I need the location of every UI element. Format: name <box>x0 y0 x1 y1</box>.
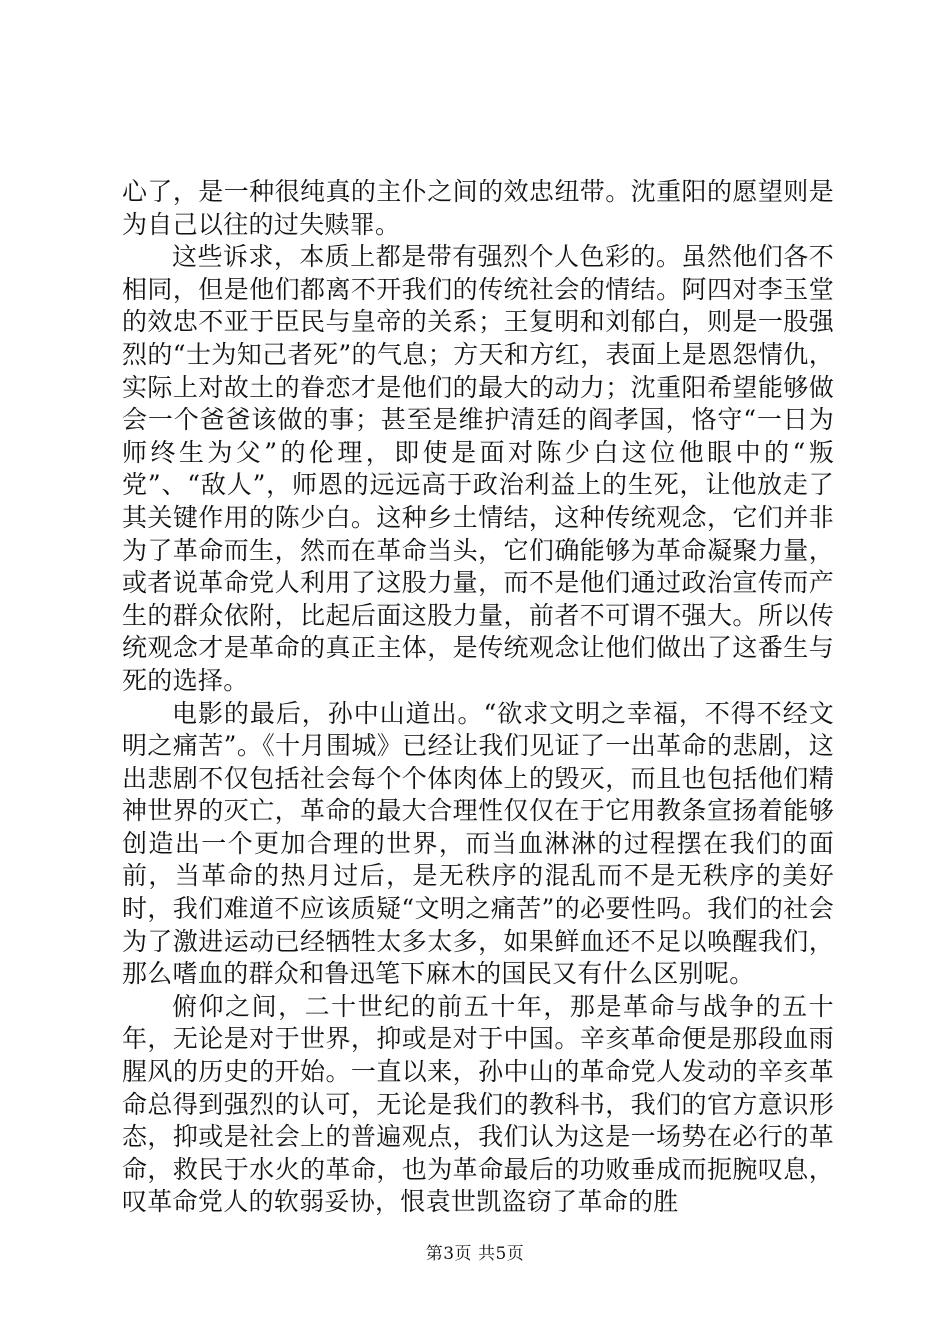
paragraph-4: 俯仰之间，二十世纪的前五十年，那是革命与战争的五十年，无论是对于世界，抑或是对于中国。辛亥革命便是那段血雨腥风的历史的开始。一直以来，孙中山的革命党人发动的辛亥革命总得到强烈的认可，无论是我们的教科书，我们的官方意识形态，抑或是社会上的普遍观点，我们认为这是一场势在必行的革命，救民于水火的革命，也为革命最后的功败垂成而扼腕叹息，叹革命党人的软弱妥协，恨袁世凯盗窃了革命的胜 <box>122 991 834 1217</box>
body-text <box>122 176 834 1219</box>
paragraph-3: 电影的最后，孙中山道出。“欲求文明之幸福，不得不经文明之痛苦”。《十月围城》已经让我们见证了一出革命的悲剧，这出悲剧不仅包括社会每个个体肉体上的毁灭，而且也包括他们精神世界的灭亡，革命的最大合理性仅仅在于它用教条宣扬着能够创造出一个更加合理的世界，而当血淋淋的过程摆在我们的面前，当革命的热月过后，是无秩序的混乱而不是无秩序的美好时，我们难道不应该质疑“文明之痛苦”的必要性吗。我们的社会为了激进运动已经牺牲太多太多，如果鲜血还不足以唤醒我们，那么嗜血的群众和鲁迅笔下麻木的国民又有什么区别呢。 <box>122 698 834 989</box>
paragraph-2: 这些诉求，本质上都是带有强烈个人色彩的。虽然他们各不相同，但是他们都离不开我们的传统社会的情结。阿四对李玉堂的效忠不亚于臣民与皇帝的关系；王复明和刘郁白，则是一股强烈的“士为知己者死”的气息；方天和方红，表面上是恩怨情仇，实际上对故土的眷恋才是他们的最大的动力；沈重阳希望能够做会一个爸爸该做的事；甚至是维护清廷的阎孝国，恪守“一日为师终生为父”的伦理，即使是面对陈少白这位他眼中的“叛党”、“敌人”，师恩的远远高于政治利益上的生死，让他放走了其关键作用的陈少白。这种乡土情结，这种传统观念，它们并非为了革命而生，然而在革命当头，它们确能够为革命凝聚力量，或者说革命党人利用了这股力量，而不是他们通过政治宣传而产生的群众依附，比起后面这股力量，前者不可谓不强大。所以传统观念才是革命的真正主体，是传统观念让他们做出了这番生与死的选择。 <box>122 242 834 695</box>
page-footer: 第3页 共5页 <box>425 1244 525 1264</box>
paragraph-1: 心了，是一种很纯真的主仆之间的效忠纽带。沈重阳的愿望则是为自己以往的过失赎罪。 <box>122 177 834 239</box>
